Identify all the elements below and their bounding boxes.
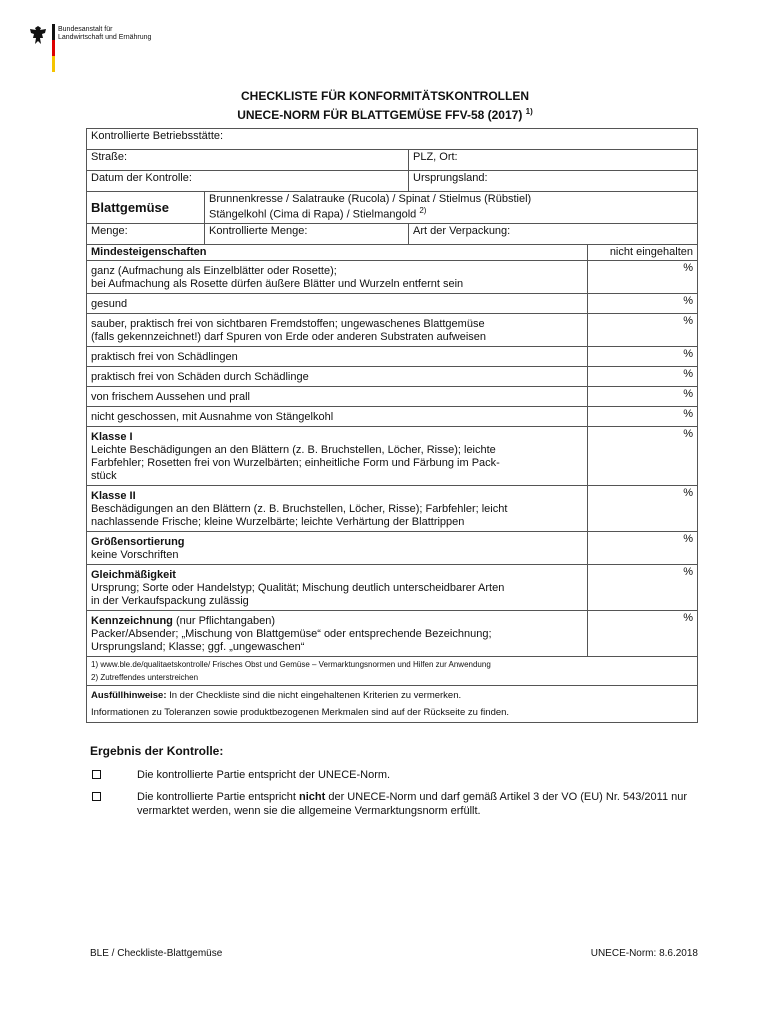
title-line-2: UNECE-NORM FÜR BLATTGEMÜSE FFV-58 (2017) $^{1)}$ xyxy=(237,107,533,122)
product-name: Blattgemüse xyxy=(87,192,205,224)
footer-left: BLE / Checkliste-Blattgemüse xyxy=(90,948,223,959)
criterion-percent-field[interactable]: % xyxy=(588,260,698,293)
field-verpackung[interactable]: Art der Verpackung: xyxy=(409,223,698,244)
criterion-text: Gleichmäßigkeit Ursprung; Sorte oder Handelstyp; Qualität; Mischung deutlich unterscheidbarer Arten in der Verkaufspackung zulässig xyxy=(87,564,588,610)
criterion-text: Größensortierung keine Vorschriften xyxy=(87,531,588,564)
result-option-nonconform[interactable]: Die kontrollierte Partie entspricht nicht der UNECE-Norm und darf gemäß Artikel 3 der VO (EU) Nr. 543/2011 nur vermarktet werden, wenn sie die allgemeine Vermarktungsnorm erfüllt. xyxy=(90,790,710,818)
criteria-list xyxy=(87,260,698,656)
result-heading: Ergebnis der Kontrolle: xyxy=(90,744,224,758)
criterion-row xyxy=(87,531,698,564)
criterion-text: sauber, praktisch frei von sichtbaren Fremdstoffen; ungewaschenes Blattgemüse (falls gekennzeichnet!) darf Spuren von Erde oder anderen Substraten aufweisen xyxy=(87,313,588,346)
criterion-text: Klasse II Beschädigungen an den Blättern (z. B. Bruchstellen, Löcher, Risse); Farbfehler; leicht nachlassende Frische; kleine Wurzelbärte; leichte Verhärtung der Blattrippen xyxy=(87,485,588,531)
criterion-text: nicht geschossen, mit Ausnahme von Stängelkohl xyxy=(87,406,588,426)
criterion-row xyxy=(87,386,698,406)
criterion-percent-field[interactable]: % xyxy=(588,564,698,610)
criteria-header: Mindesteigenschaften xyxy=(87,244,588,260)
criterion-percent-field[interactable]: % xyxy=(588,313,698,346)
title-line-1: CHECKLISTE FÜR KONFORMITÄTSKONTROLLEN xyxy=(241,89,529,103)
criterion-percent-field[interactable]: % xyxy=(588,386,698,406)
criterion-percent-field[interactable]: % xyxy=(588,366,698,386)
agency-name: Bundesanstalt für Landwirtschaft und Ernährung xyxy=(58,26,152,41)
criterion-percent-field[interactable]: % xyxy=(588,293,698,313)
instructions: Ausfüllhinweise: In der Checkliste sind die nicht eingehaltenen Kriterien zu vermerken. Informationen zu Toleranzen sowie produktbezogenen Merkmalen sind auf der Rückseite zu finden. xyxy=(87,685,698,722)
agency-logo xyxy=(28,24,188,74)
checkbox-nonconform[interactable] xyxy=(92,792,101,801)
criterion-row xyxy=(87,610,698,656)
page-title xyxy=(0,88,770,123)
field-betriebsstaette[interactable]: Kontrollierte Betriebsstätte: xyxy=(87,129,698,150)
criterion-text: ganz (Aufmachung als Einzelblätter oder Rosette); bei Aufmachung als Rosette dürfen äußere Blätter und Wurzeln entfernt sein xyxy=(87,260,588,293)
field-ursprungsland[interactable]: Ursprungsland: xyxy=(409,171,698,192)
criterion-percent-field[interactable]: % xyxy=(588,346,698,366)
criterion-text: von frischem Aussehen und prall xyxy=(87,386,588,406)
field-datum[interactable]: Datum der Kontrolle: xyxy=(87,171,409,192)
checkbox-conform[interactable] xyxy=(92,770,101,779)
criterion-row xyxy=(87,406,698,426)
criterion-text: gesund xyxy=(87,293,588,313)
criterion-text: Klasse I Leichte Beschädigungen an den Blättern (z. B. Bruchstellen, Löcher, Risse); leichte Farbfehler; Rosetten frei von Wurzelbärten; einheitliche Form und Färbung im Pack- stück xyxy=(87,426,588,485)
criterion-percent-field[interactable]: % xyxy=(588,531,698,564)
criterion-row xyxy=(87,293,698,313)
criterion-row xyxy=(87,366,698,386)
criterion-percent-field[interactable]: % xyxy=(588,426,698,485)
criterion-row xyxy=(87,313,698,346)
flag-bar xyxy=(52,24,55,72)
product-varieties[interactable]: Brunnenkresse / Salatrauke (Rucola) / Spinat / Stielmus (Rübstiel) Stängelkohl (Cima di Rapa) / Stielmangold $^{2)}$ xyxy=(205,192,698,224)
footnotes: 1) www.ble.de/qualitaetskontrolle/ Frisches Obst und Gemüse – Vermarktungsnormen und Hilfen zur Anwendung 2) Zutreffendes unterstreichen xyxy=(87,656,698,685)
criteria-header-right: nicht eingehalten xyxy=(588,244,698,260)
result-option-conform[interactable]: Die kontrollierte Partie entspricht der UNECE-Norm. xyxy=(90,768,710,782)
result-section xyxy=(90,744,710,826)
checklist-table xyxy=(86,128,698,723)
criterion-row xyxy=(87,564,698,610)
criterion-percent-field[interactable]: % xyxy=(588,610,698,656)
criterion-percent-field[interactable]: % xyxy=(588,406,698,426)
field-menge[interactable]: Menge: xyxy=(87,223,205,244)
criterion-text: praktisch frei von Schäden durch Schädlinge xyxy=(87,366,588,386)
field-kontrollierte-menge[interactable]: Kontrollierte Menge: xyxy=(205,223,409,244)
field-plz-ort[interactable]: PLZ, Ort: xyxy=(409,150,698,171)
criterion-row xyxy=(87,346,698,366)
field-strasse[interactable]: Straße: xyxy=(87,150,409,171)
criterion-text: Kennzeichnung (nur Pflichtangaben) Packer/Absender; „Mischung von Blattgemüse“ oder entsprechende Bezeichnung; Ursprungsland; Klasse; ggf. „ungewaschen“ xyxy=(87,610,588,656)
footer-right: UNECE-Norm: 8.6.2018 xyxy=(590,948,698,959)
criterion-row xyxy=(87,485,698,531)
criterion-row xyxy=(87,260,698,293)
federal-eagle-icon xyxy=(28,24,48,48)
criterion-text: praktisch frei von Schädlingen xyxy=(87,346,588,366)
criterion-row xyxy=(87,426,698,485)
criterion-percent-field[interactable]: % xyxy=(588,485,698,531)
